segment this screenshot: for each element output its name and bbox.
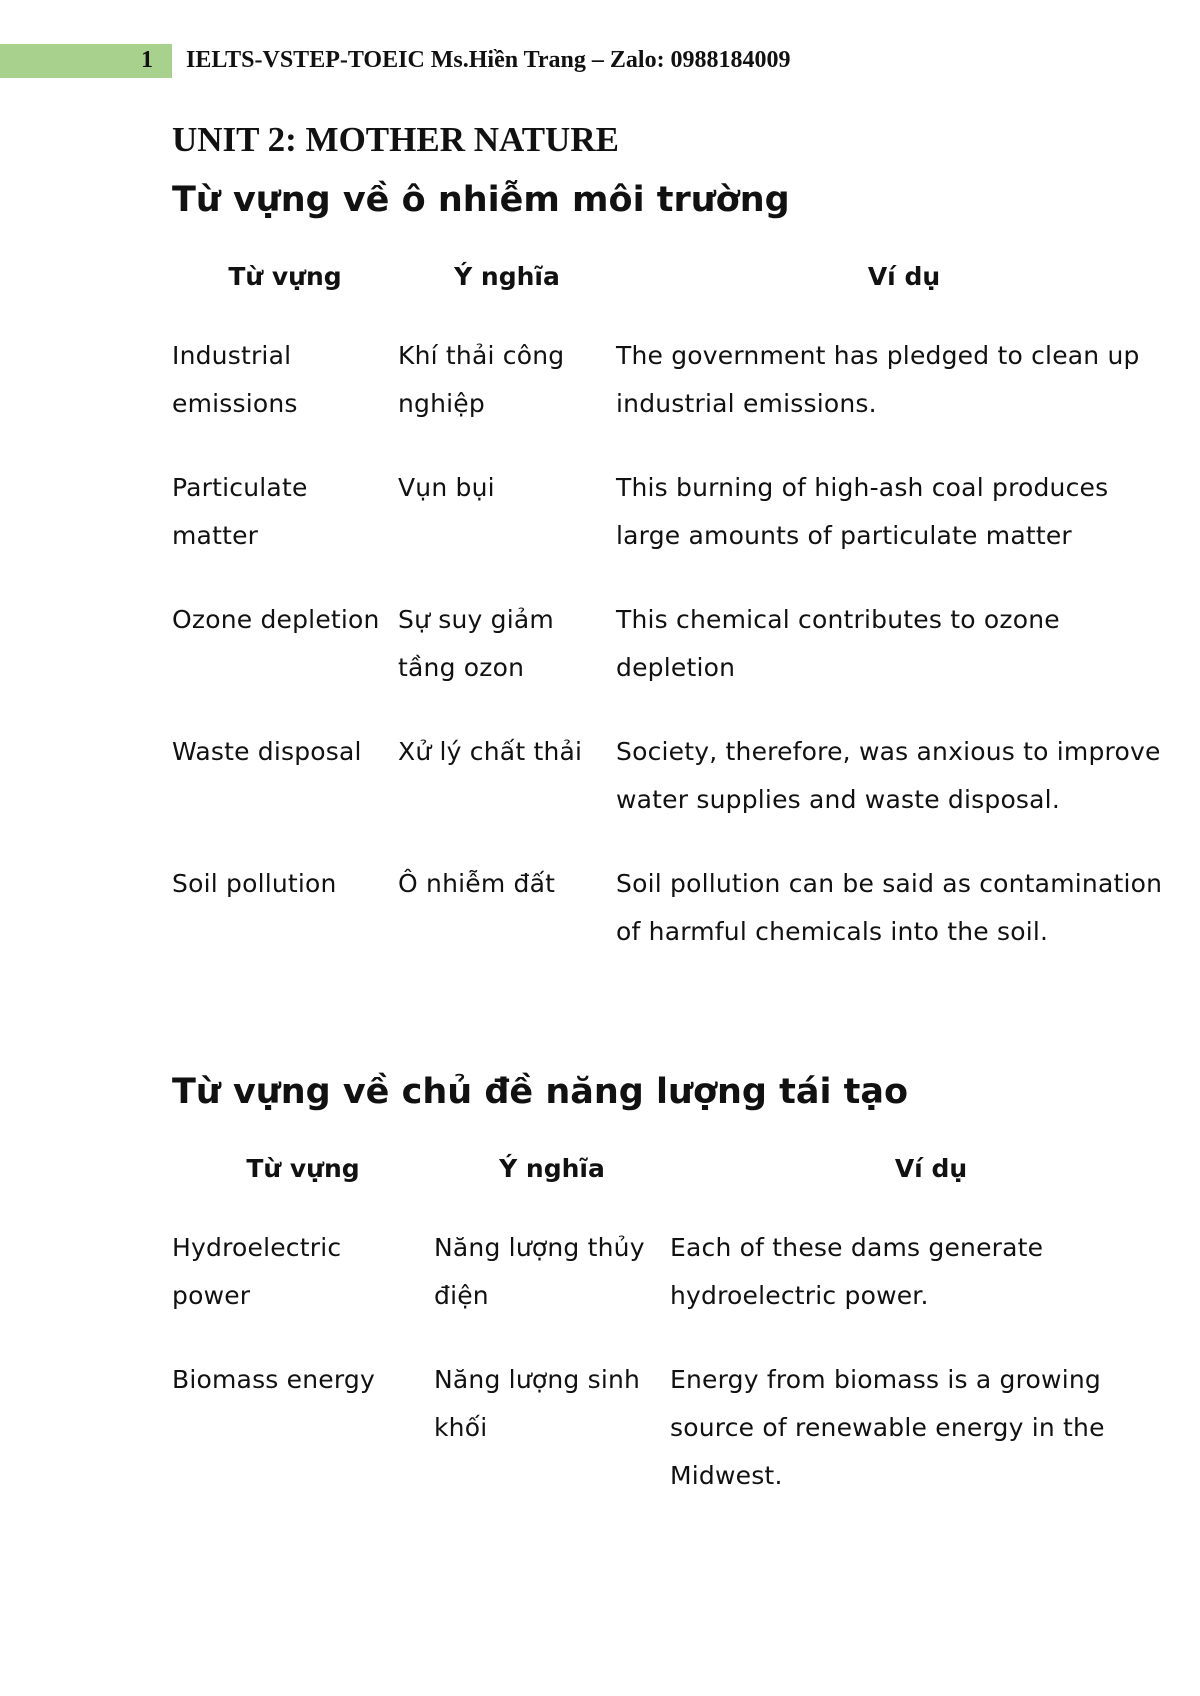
table-header-row <box>172 248 1192 332</box>
section-title-renewable: Từ vựng về chủ đề năng lượng tái tạo <box>172 1072 909 1112</box>
vocab-meaning: Xử lý chất thải <box>398 737 583 766</box>
vocab-example: Each of these dams generate hydroelectric power. <box>670 1233 1044 1310</box>
vocab-meaning: Vụn bụi <box>398 473 495 502</box>
section-title-pollution: Từ vựng về ô nhiễm môi trường <box>172 180 790 220</box>
table-row <box>172 332 1192 464</box>
vocab-meaning: Ô nhiễm đất <box>398 869 556 898</box>
vocab-meaning: Năng lượng thủy điện <box>434 1233 645 1310</box>
column-header-example: Ví dụ <box>867 261 941 291</box>
vocab-meaning: Sự suy giảm tầng ozon <box>398 605 554 682</box>
vocab-example: The government has pledged to clean up industrial emissions. <box>616 341 1140 418</box>
vocab-example: This burning of high-ash coal produces large amounts of particulate matter <box>616 473 1109 550</box>
vocab-example: Soil pollution can be said as contamination of harmful chemicals into the soil. <box>616 869 1163 946</box>
vocab-example: Energy from biomass is a growing source of renewable energy in the Midwest. <box>670 1365 1105 1490</box>
column-header-meaning: Ý nghĩa <box>499 1153 605 1183</box>
vocab-example: This chemical contributes to ozone depletion <box>616 605 1060 682</box>
vocab-table-renewable <box>172 1140 1192 1536</box>
table-header-row <box>172 1140 1192 1224</box>
header-text: IELTS-VSTEP-TOEIC Ms.Hiền Trang – Zalo: 0988184009 <box>186 47 791 73</box>
table-row <box>172 464 1192 596</box>
column-header-term: Từ vựng <box>228 261 342 291</box>
vocab-term: Biomass energy <box>172 1365 375 1394</box>
vocab-term: Soil pollution <box>172 869 337 898</box>
column-header-term: Từ vựng <box>246 1153 360 1183</box>
vocab-term: Waste disposal <box>172 737 362 766</box>
unit-title: UNIT 2: MOTHER NATURE <box>172 120 619 159</box>
vocab-meaning: Năng lượng sinh khối <box>434 1365 641 1442</box>
column-header-meaning: Ý nghĩa <box>454 261 560 291</box>
table-row <box>172 728 1192 860</box>
vocab-term: Hydroelectric power <box>172 1233 342 1310</box>
table-row <box>172 1224 1192 1356</box>
vocab-term: Particulate matter <box>172 473 308 550</box>
vocab-term: Industrial emissions <box>172 341 298 418</box>
vocab-term: Ozone depletion <box>172 605 380 634</box>
page-number: 1 <box>141 47 153 73</box>
table-row <box>172 1356 1192 1536</box>
table-row <box>172 860 1192 956</box>
vocab-example: Society, therefore, was anxious to improve water supplies and waste disposal. <box>616 737 1161 814</box>
vocab-meaning: Khí thải công nghiệp <box>398 341 565 418</box>
vocab-table-pollution <box>172 248 1192 956</box>
table-row <box>172 596 1192 728</box>
column-header-example: Ví dụ <box>894 1153 968 1183</box>
